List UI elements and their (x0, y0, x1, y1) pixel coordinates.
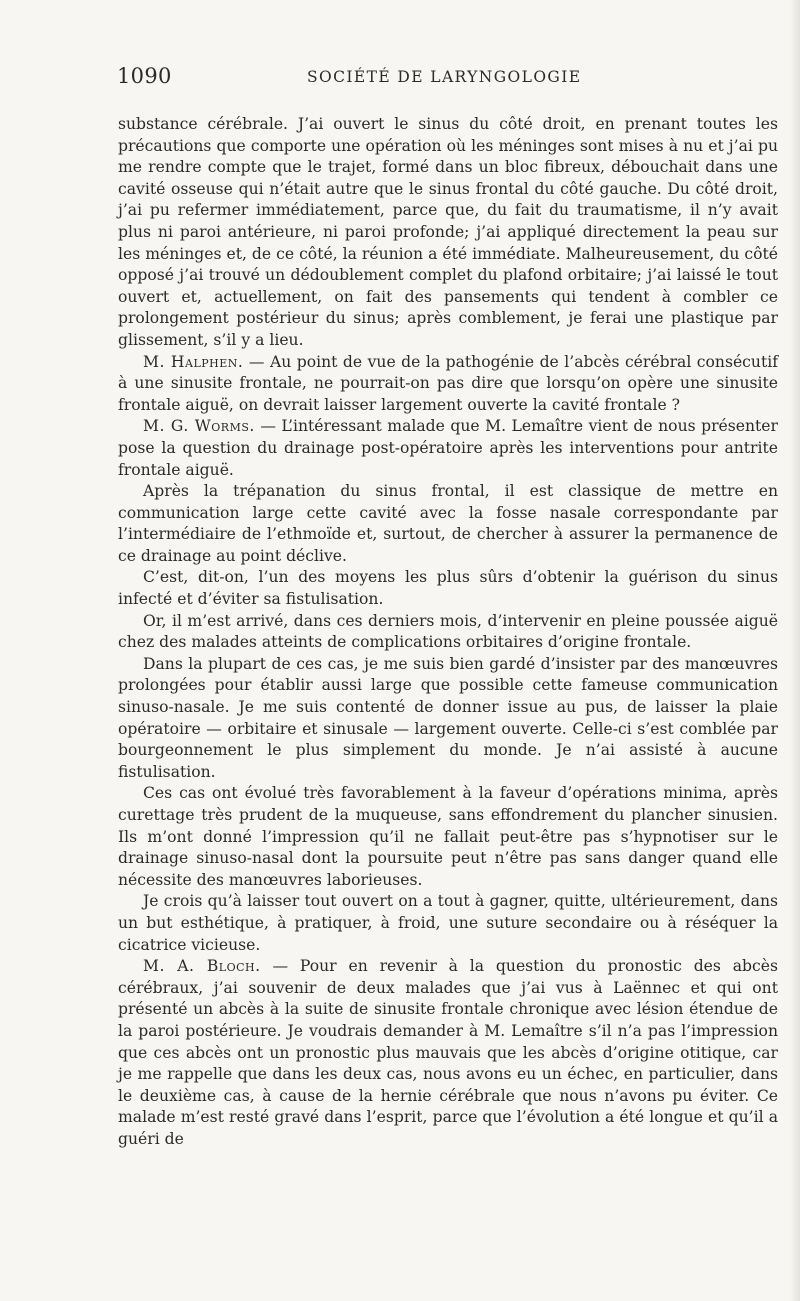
paragraph (118, 481, 778, 567)
paragraph (118, 567, 778, 610)
paragraph-text: Dans la plupart de ces cas, je me suis bien gardé d’insister par des manœuvres prolongées pour établir aussi large que possible cette fameuse communication sinuso-nasale. Je me suis contenté de donner issue au pus, de laisser la plaie opératoire — orbitaire et sinusale — largement ouverte. Celle-ci s’est comblée par bourgeonnement le plus simplement du monde. Je n’ai assisté à aucune fistulisation. (118, 654, 778, 781)
paragraph (118, 654, 778, 784)
paragraph-text: C’est, dit-on, l’un des moyens les plus sûrs d’obtenir la guérison du sinus infecté et d’éviter sa fistulisation. (118, 568, 778, 609)
paragraph-text: Après la trépanation du sinus frontal, il est classique de mettre en communication large cette cavité avec la fosse nasale correspondante par l’intermédiaire de l’ethmoïde et, surtout, de chercher à assurer la permanence de ce drainage au point déclive. (118, 482, 778, 565)
paragraph (118, 416, 778, 481)
paragraph-text: — L’intéressant malade que M. Lemaître vient de nous présenter pose la question du drainage post-opératoire après les interventions pour antrite frontale aiguë. (118, 417, 778, 479)
running-title: SOCIÉTÉ DE LARYNGOLOGIE (307, 68, 582, 86)
page-edge (790, 0, 800, 1301)
page-header (117, 64, 777, 94)
body-text (118, 114, 778, 1151)
paragraph-text: substance cérébrale. J’ai ouvert le sinus du côté droit, en prenant toutes les précautions que comporte une opération où les méninges sont mises à nu et j’ai pu me rendre compte que le trajet, formé dans un bloc fibreux, débouchait dans une cavité osseuse qui n’était autre que le sinus frontal du côté gauche. Du côté droit, j’ai pu refermer immédiatement, parce que, du fait du traumatisme, il n’y avait plus ni paroi antérieure, ni paroi profonde; j’ai appliqué directement la peau sur les méninges et, de ce côté, la réunion a été immédiate. Malheureusement, du côté opposé j’ai trouvé un dédoublement complet du plafond orbitaire; j’ai laissé le tout ouvert et, actuellement, on fait des pansements qui tendent à combler ce prolongement postérieur du sinus; après comblement, je ferai une plastique par glissement, s’il y a lieu. (118, 115, 778, 349)
paragraph-text: — Pour en revenir à la question du pronostic des abcès cérébraux, j’ai souvenir de deux malades que j’ai vus à Laënnec et qui ont présenté un abcès à la suite de sinusite frontale chronique avec lésion étendue de la paroi postérieure. Je voudrais demander à M. Lemaître s’il n’a pas l’impression que ces abcès ont un pronostic plus mauvais que les abcès d’origine otitique, car je me rappelle que dans les deux cas, nous avons eu un échec, en particulier, dans le deuxième cas, à cause de la hernie cérébrale que nous n’avons pu éviter. Ce malade m’est resté gravé dans l’esprit, parce que l’évolution a été longue et qu’il a guéri de (118, 957, 778, 1148)
paragraph-text: Or, il m’est arrivé, dans ces derniers mois, d’intervenir en pleine poussée aiguë chez des malades atteints de complications orbitaires d’origine frontale. (118, 611, 778, 652)
paragraph-text: — Au point de vue de la pathogénie de l’abcès cérébral consécutif à une sinusite frontale, ne pourrait-on pas dire que lorsqu’on opère une sinusite frontale aiguë, on devrait laisser largement ouverte la cavité frontale ? (118, 352, 778, 414)
paragraph (118, 352, 778, 417)
speaker-name: M. G. Worms. (143, 417, 255, 436)
paragraph (118, 114, 778, 352)
paragraph (118, 956, 778, 1150)
paragraph-text: Je crois qu’à laisser tout ouvert on a tout à gagner, quitte, ultérieurement, dans un but esthétique, à pratiquer, à froid, une suture secondaire ou à réséquer la cicatrice vicieuse. (118, 892, 778, 954)
speaker-name: M. Halphen. (143, 352, 244, 371)
speaker-name: M. A. Bloch. (143, 957, 261, 976)
paragraph-text: Ces cas ont évolué très favorablement à la faveur d’opérations minima, après curettage très prudent de la muqueuse, sans effondrement du plancher sinusien. Ils m’ont donné l’impression qu’il ne fallait peut-être pas s’hypnotiser sur le drainage sinuso-nasal dont la poursuite peut n’être pas sans danger quand elle nécessite des manœuvres laborieuses. (118, 784, 778, 889)
paragraph (118, 783, 778, 891)
paragraph (118, 611, 778, 654)
paragraph (118, 891, 778, 956)
page-number: 1090 (117, 64, 172, 88)
